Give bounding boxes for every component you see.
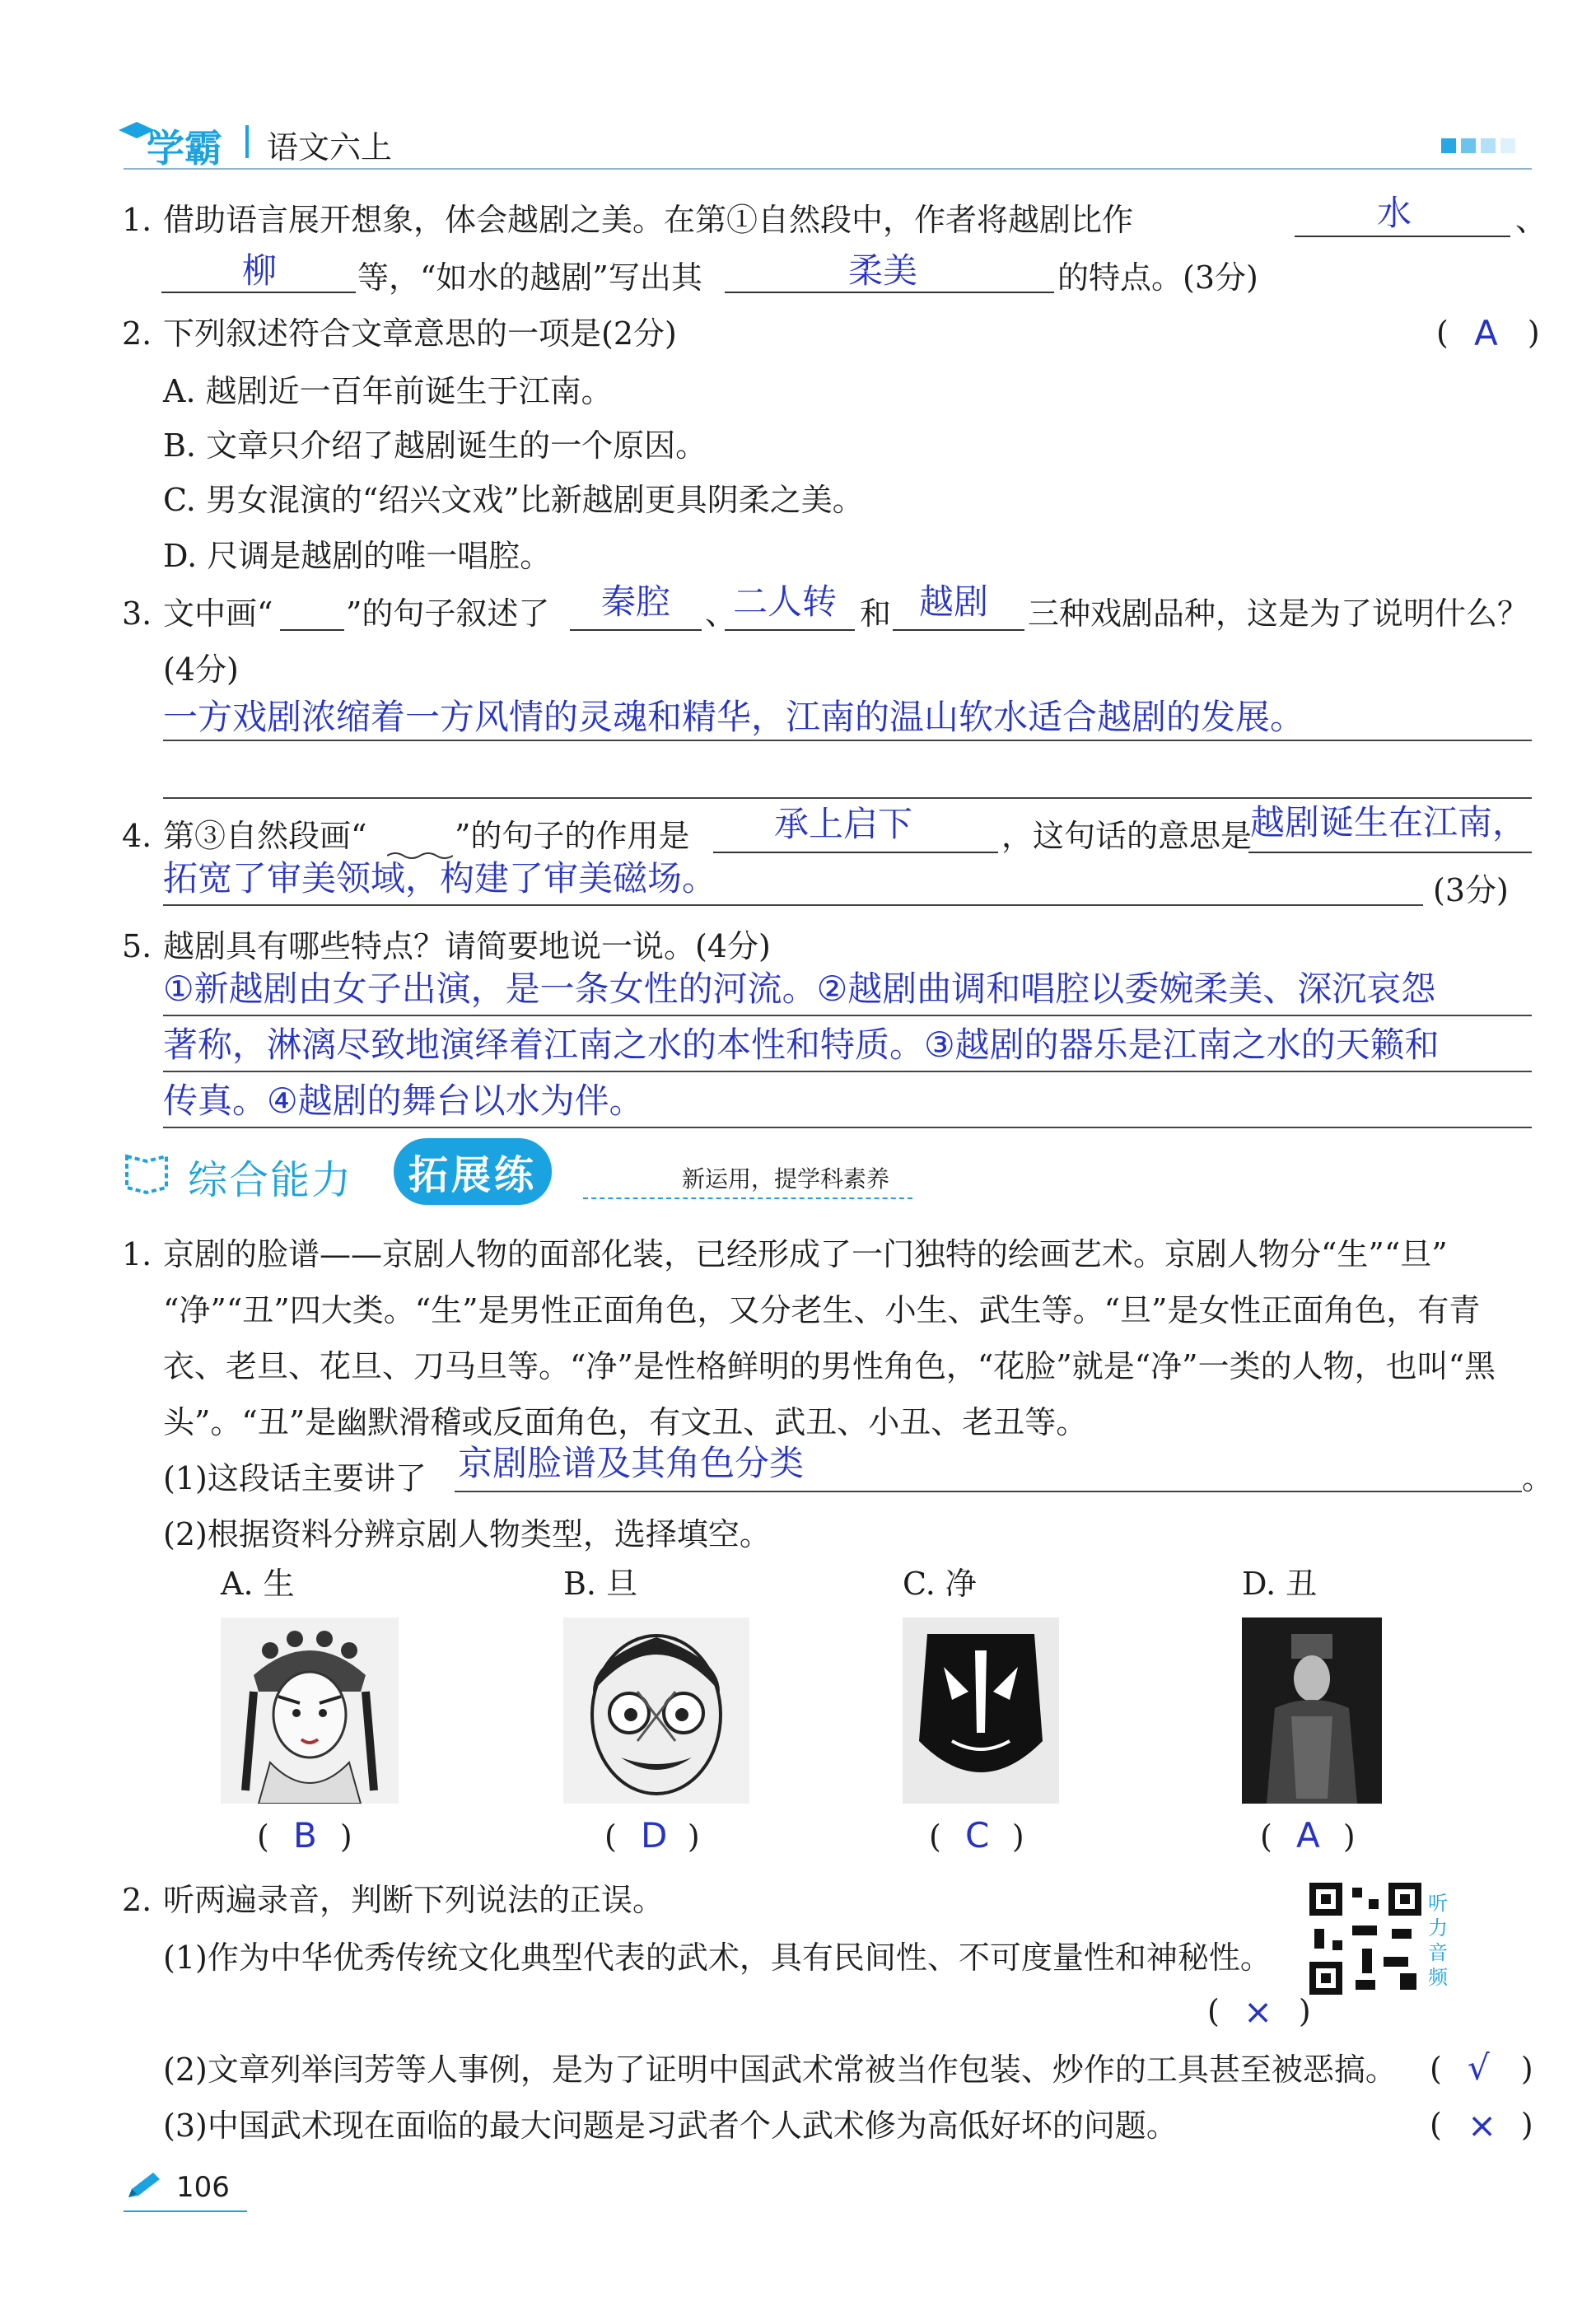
book-icon (122, 1148, 180, 1197)
q2-answer: A (1474, 313, 1498, 353)
q2-option-c[interactable]: C. 男女混演的“绍兴文戏”比新越剧更具阴柔之美。 (163, 482, 864, 518)
q2-number: 2. (122, 315, 152, 352)
q5-rule-1 (163, 1015, 1532, 1016)
q3-answer-2: 二人转 (733, 581, 838, 622)
q4-blank-1 (713, 852, 998, 853)
section-badge: 拓展练 (394, 1138, 552, 1205)
page-number: 106 (176, 2171, 230, 2204)
choice-b-paren: ( ) (604, 1818, 700, 1855)
choice-a-paren: ( ) (257, 1818, 352, 1855)
choice-c-paren: ( ) (929, 1818, 1024, 1855)
ex1-para-line-1: 京剧的脸谱——京剧人物的面部化装，已经形成了一门独特的绘画艺术。京剧人物分“生”“旦” (163, 1236, 1448, 1272)
ex1-sub1-period: 。 (1522, 1460, 1554, 1496)
header-subject: 语文六上 (267, 129, 393, 166)
footer-rule (124, 2210, 247, 2212)
choice-d-answer: A (1296, 1815, 1320, 1856)
qr-code-icon[interactable] (1309, 1883, 1421, 1995)
ex1-sub2-label: (2)根据资料分辨京剧人物类型，选择填空。 (163, 1516, 771, 1552)
q3-text-b: ”的句子叙述了 (346, 595, 550, 632)
q4-text-a: 第③自然段画“ (163, 818, 367, 854)
q2-option-b[interactable]: B. 文章只介绍了越剧诞生的一个原因。 (163, 427, 707, 464)
q1-number: 1. (122, 202, 152, 238)
choice-d-paren: ( ) (1260, 1818, 1356, 1855)
ex2-number: 2. (122, 1882, 152, 1918)
q2-answer-paren: ( ) (1436, 315, 1540, 351)
q1-answer-1: 水 (1377, 193, 1412, 233)
ex1-sub1-answer: 京剧脸谱及其角色分类 (458, 1443, 805, 1483)
ex2-item-3: (3)中国武术现在面临的最大问题是习武者个人武术修为高低好坏的问题。 (163, 2108, 1178, 2144)
choice-b-answer: D (641, 1815, 668, 1856)
q1-text-a: 借助语言展开想象，体会越剧之美。在第①自然段中，作者将越剧比作 (163, 202, 1134, 238)
q3-answer-line-1 (163, 740, 1532, 741)
ex1-para-line-4: 头”。“丑”是幽默滑稽或反面角色，有文丑、武丑、小丑、老丑等。 (163, 1404, 1088, 1440)
q3-blank-2 (725, 629, 855, 631)
q5-stem: 越剧具有哪些特点？请简要地说一说。(4分) (163, 928, 771, 964)
q1-text-c: 的特点。(3分) (1057, 259, 1258, 296)
q4-score: (3分) (1433, 872, 1509, 908)
q3-text-c: 三种戏剧品种，这是为了说明什么？ (1028, 595, 1529, 632)
q4-answer-line-1 (1248, 852, 1532, 853)
opera-image-dan (563, 1617, 749, 1804)
q2-stem: 下列叙述符合文章意思的一项是(2分) (163, 315, 677, 352)
q3-and: 和 (860, 595, 892, 632)
q5-answer-line-3: 传真。④越剧的舞台以水为伴。 (163, 1081, 644, 1121)
q5-rule-3 (163, 1127, 1532, 1128)
choice-d-label: D. 丑 (1242, 1566, 1318, 1602)
q3-answer-text: 一方戏剧浓缩着一方风情的灵魂和精华，江南的温山软水适合越剧的发展。 (163, 697, 1305, 737)
header-rule (124, 168, 1532, 170)
ex2-item-1-paren: ( ) (1207, 1993, 1311, 2029)
q2-option-d[interactable]: D. 尺调是越剧的唯一唱腔。 (163, 538, 552, 574)
q4-answer-line-2 (163, 904, 1423, 906)
opera-image-jing (903, 1617, 1059, 1804)
q3-sep: 、 (705, 595, 737, 632)
opera-image-sheng (221, 1617, 399, 1804)
q4-answer-2b: 拓宽了审美领域，构建了审美磁场。 (163, 858, 717, 899)
q3-answer-3: 越剧 (919, 581, 989, 622)
ex2-item-1-mark: × (1244, 1991, 1273, 2032)
opera-image-chou (1242, 1617, 1382, 1804)
section-header (122, 1137, 912, 1206)
section-title: 综合能力 (188, 1157, 353, 1203)
q4-number: 4. (122, 818, 152, 854)
pencil-icon (124, 2169, 165, 2206)
ex2-item-2-mark: √ (1468, 2047, 1490, 2088)
q3-mark-blank (280, 629, 344, 631)
header-decoration (1441, 138, 1515, 156)
section-subtitle: 新运用，提学科素养 (682, 1165, 890, 1193)
q4-text-c: ，这句话的意思是 (1001, 818, 1253, 854)
q5-answer-line-2: 著称，淋漓尽致地演绎着江南之水的本性和特质。③越剧的器乐是江南之水的天籁和 (163, 1025, 1440, 1065)
ex2-item-2-paren: ( ) (1430, 2051, 1533, 2087)
ex1-sub1-line (455, 1491, 1522, 1492)
q1-blank-1 (1295, 236, 1510, 237)
q3-blank-3 (893, 629, 1024, 631)
header-divider-bar (245, 125, 249, 158)
q2-option-a[interactable]: A. 越剧近一百年前诞生于江南。 (163, 373, 613, 409)
q3-score: (4分) (163, 651, 239, 688)
ex2-item-3-paren: ( ) (1430, 2107, 1533, 2143)
choice-c-answer: C (965, 1815, 990, 1856)
q4-text-b: ”的句子的作用是 (455, 818, 690, 854)
q4-answer-1: 承上启下 (774, 804, 913, 844)
ex1-para-line-2: “净”“丑”四大类。“生”是男性正面角色，又分老生、小生、武生等。“旦”是女性正面角色，有青 (163, 1292, 1481, 1328)
q3-blank-1 (570, 629, 702, 631)
choice-c-label: C. 净 (903, 1566, 977, 1602)
q5-rule-2 (163, 1071, 1532, 1072)
q3-text-a: 文中画“ (163, 595, 273, 632)
q3-number: 3. (122, 595, 152, 632)
choice-a-answer: B (293, 1815, 317, 1856)
q1-answer-3: 柔美 (848, 250, 918, 291)
q1-answer-2: 柳 (242, 250, 278, 291)
section-subtitle-underline (583, 1197, 912, 1199)
q1-text-b: 等，“如水的越剧”写出其 (357, 259, 702, 296)
choice-a-label: A. 生 (221, 1566, 295, 1602)
brand-name: 学霸 (147, 126, 222, 170)
ex1-para-line-3: 衣、老旦、花旦、刀马旦等。“净”是性格鲜明的男性角色，“花脸”就是“净”一类的人物，也叫“黑 (163, 1348, 1496, 1384)
ex1-sub1-label: (1)这段话主要讲了 (163, 1460, 427, 1496)
ex2-item-3-mark: × (1468, 2105, 1497, 2145)
qr-label: 听力音频 (1428, 1892, 1448, 1989)
ex2-item-2: (2)文章列举闫芳等人事例，是为了证明中国武术常被当作包装、炒作的工具甚至被恶搞。 (163, 2052, 1397, 2088)
choice-b-label: B. 旦 (563, 1566, 638, 1602)
ex1-number: 1. (122, 1236, 152, 1272)
q5-number: 5. (122, 928, 152, 964)
brand-logo (115, 114, 247, 170)
ex2-stem: 听两遍录音，判断下列说法的正误。 (163, 1882, 665, 1918)
ex2-item-1: (1)作为中华优秀传统文化典型代表的武术，具有民间性、不可度量性和神秘性。 (163, 1940, 1272, 1976)
q3-answer-1: 秦腔 (601, 581, 671, 622)
q5-answer-line-1: ①新越剧由女子出演，是一条女性的河流。②越剧曲调和唱腔以委婉柔美、深沉哀怨 (163, 969, 1436, 1009)
q1-comma: 、 (1515, 202, 1547, 238)
q4-answer-2a: 越剧诞生在江南， (1250, 802, 1528, 843)
